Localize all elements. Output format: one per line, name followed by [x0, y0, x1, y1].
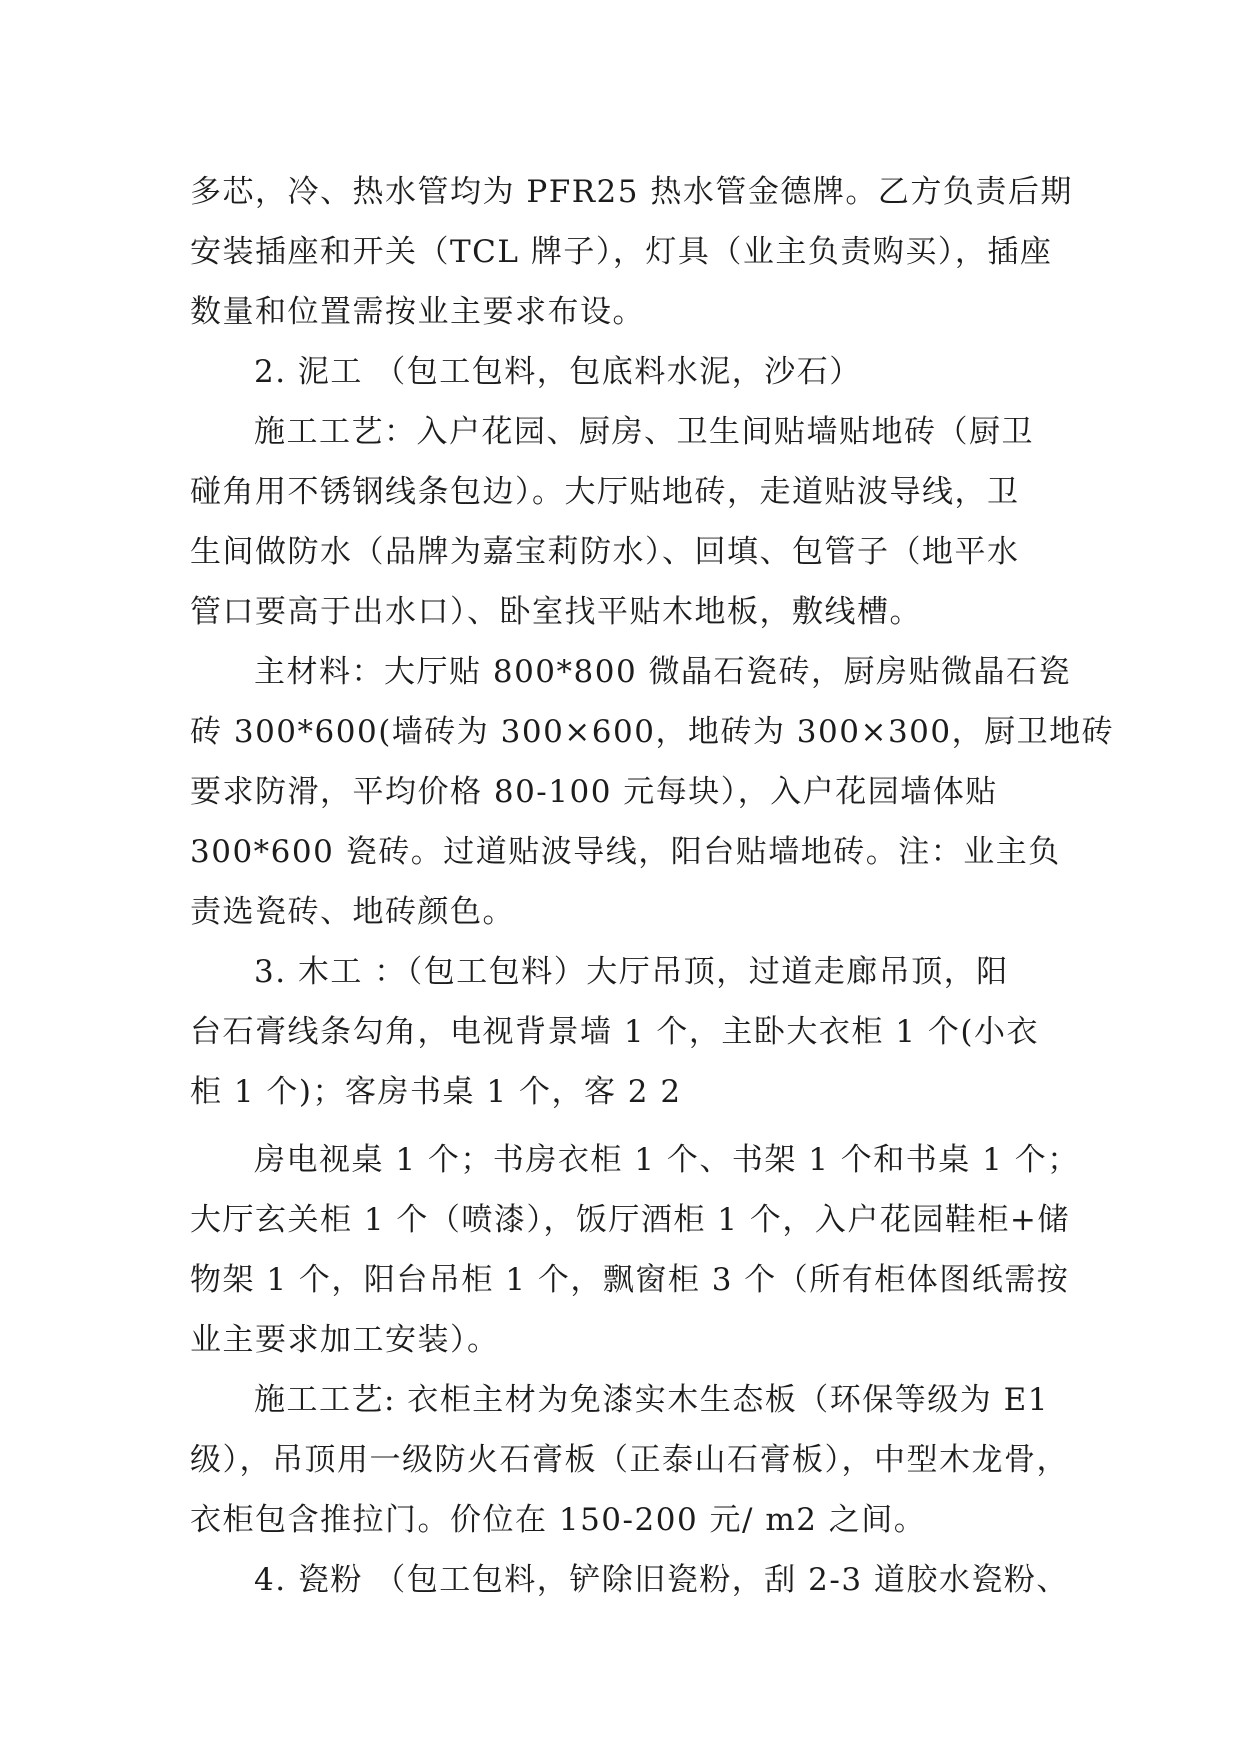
text-line: 主材料：大厅贴 800*800 微晶石瓷砖，厨房贴微晶石瓷 — [254, 654, 1072, 690]
text-line: 台石膏线条勾角，电视背景墙 1 个，主卧大衣柜 1 个(小衣 — [190, 1014, 1039, 1050]
text-line: 多芯，冷、热水管均为 PFR25 热水管金德牌。乙方负责后期 — [190, 174, 1073, 210]
text-line: 300*600 瓷砖。过道贴波导线，阳台贴墙地砖。注：业主负 — [190, 834, 1061, 870]
text-line: 衣柜包含推拉门。价位在 150-200 元/ m2 之间。 — [190, 1502, 927, 1538]
text-line: 砖 300*600(墙砖为 300×600，地砖为 300×300，厨卫地砖 — [190, 714, 1115, 750]
text-line: 安装插座和开关（TCL 牌子），灯具（业主负责购买），插座 — [190, 234, 1053, 270]
text-line: 要求防滑，平均价格 80-100 元每块），入户花园墙体贴 — [190, 774, 998, 810]
text-line: 物架 1 个，阳台吊柜 1 个，飘窗柜 3 个（所有柜体图纸需按 — [190, 1262, 1070, 1298]
text-line: 碰角用不锈钢线条包边）。大厅贴地砖，走道贴波导线，卫 — [190, 474, 1020, 510]
text-line: 责选瓷砖、地砖颜色。 — [190, 894, 515, 930]
paragraph-gap — [190, 1122, 1070, 1130]
text-line: 施工工艺: 衣柜主材为免漆实木生态板（环保等级为 E1 — [254, 1382, 1050, 1418]
text-line: 2. 泥工 （包工包料，包底料水泥，沙石） — [254, 354, 862, 390]
text-line: 3. 木工 ：（包工包料）大厅吊顶，过道走廊吊顶，阳 — [254, 954, 1009, 990]
text-line: 柜 1 个)；客房书桌 1 个，客 2 2 — [190, 1074, 682, 1110]
text-line: 生间做防水（品牌为嘉宝莉防水）、回填、包管子（地平水 — [190, 534, 1020, 570]
text-line: 业主要求加工安装）。 — [190, 1322, 500, 1358]
text-line: 大厅玄关柜 1 个（喷漆），饭厅酒柜 1 个，入户花园鞋柜+储 — [190, 1202, 1070, 1238]
text-line: 施工工艺：入户花园、厨房、卫生间贴墙贴地砖（厨卫 — [254, 414, 1034, 450]
text-line: 房电视桌 1 个；书房衣柜 1 个、书架 1 个和书桌 1 个； — [254, 1142, 1080, 1178]
text-line: 管口要高于出水口）、卧室找平贴木地板，敷线槽。 — [190, 594, 922, 630]
text-line: 数量和位置需按业主要求布设。 — [190, 294, 645, 330]
text-line: 4. 瓷粉 （包工包料，铲除旧瓷粉，刮 2-3 道胶水瓷粉、 — [254, 1562, 1069, 1598]
document-body — [190, 162, 1115, 1610]
text-line: 级），吊顶用一级防火石膏板（正泰山石膏板），中型木龙骨， — [190, 1442, 1069, 1478]
